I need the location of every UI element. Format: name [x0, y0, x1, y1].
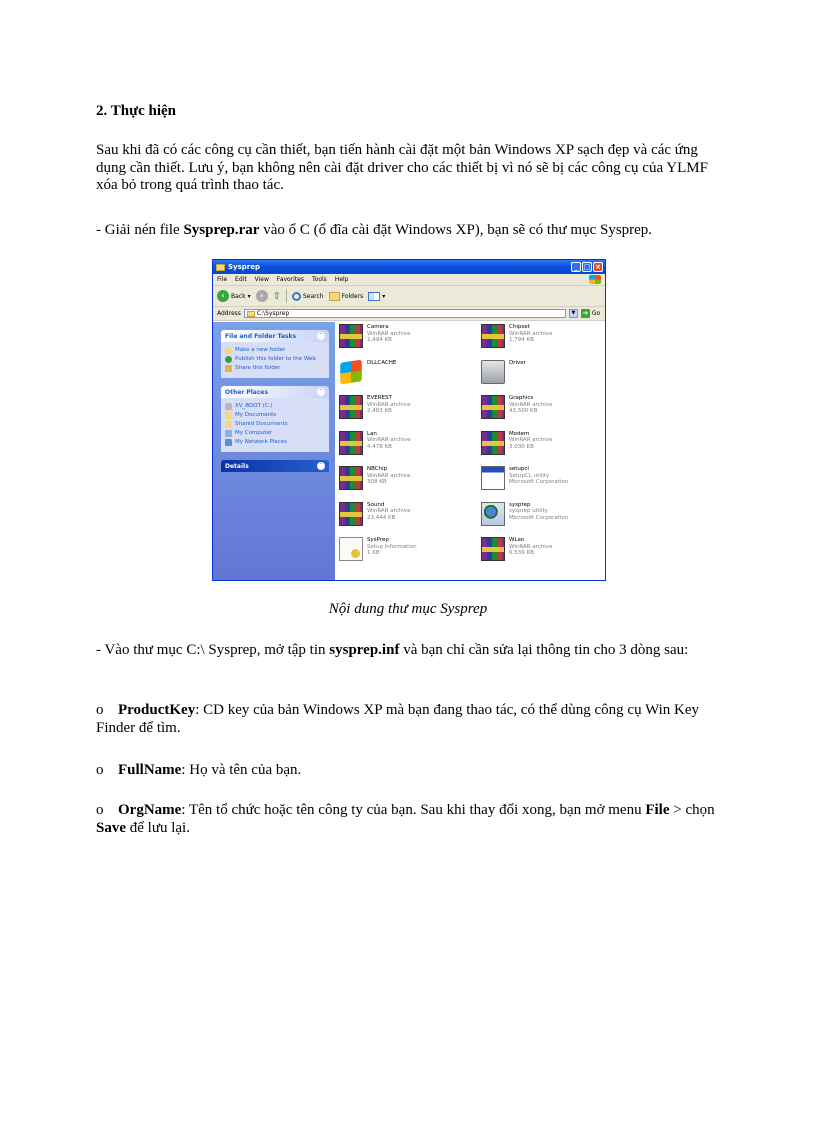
file-item[interactable] [481, 360, 526, 390]
file-text [509, 324, 552, 344]
menu-edit[interactable]: Edit [235, 276, 247, 283]
menu-view[interactable]: View [254, 276, 269, 283]
file-size: 2,483 KB [367, 408, 392, 414]
file-type: WinRAR archive [367, 508, 411, 514]
file-item[interactable] [339, 360, 396, 390]
search-icon [292, 292, 301, 301]
search-button[interactable] [292, 292, 324, 301]
file-type: WinRAR archive [509, 401, 553, 408]
file-name: Camera [367, 324, 389, 330]
dll-file-icon [340, 359, 362, 384]
orgname-term: OrgName [118, 802, 182, 818]
task-pane [213, 322, 335, 580]
productkey-desc: : CD key của bản Windows XP mà bạn đang thao tác, có thể dùng công cụ Win Key Finder để tìm. [96, 702, 700, 736]
file-item[interactable] [481, 466, 568, 496]
file-text [509, 537, 552, 557]
file-name: Driver [509, 359, 526, 366]
place-my-computer[interactable]: My Computer [225, 430, 325, 437]
file-type: WinRAR archive [367, 437, 411, 443]
dropdown-icon: ▾ [382, 292, 386, 300]
file-name: WLan [509, 537, 525, 543]
computer-icon [225, 430, 232, 437]
file-size: 43,500 KB [509, 408, 538, 414]
file-text [367, 395, 410, 415]
bullet-orgname [96, 802, 722, 837]
rar-file-icon [339, 466, 363, 490]
edit-text-post: và bạn chỉ cần sửa lại thông tin cho 3 dòng sau: [399, 642, 689, 658]
file-size: 6,539 KB [509, 550, 534, 556]
forward-button[interactable]: › [256, 290, 268, 302]
windows-logo-icon [589, 275, 601, 284]
file-item[interactable] [481, 537, 552, 567]
details-header[interactable] [221, 460, 329, 472]
file-size: 23,444 KB [367, 514, 396, 521]
rar-file-icon [481, 431, 505, 455]
extract-text-pre: - Giải nén file [96, 222, 184, 238]
address-dropdown-icon[interactable]: ▼ [569, 309, 578, 318]
file-item[interactable] [481, 324, 552, 354]
network-icon [225, 439, 232, 446]
file-menu-term: File [645, 802, 670, 818]
file-text [509, 431, 552, 451]
new-folder-icon [225, 347, 232, 354]
file-name: NBChip [367, 466, 388, 472]
orgname-desc-3: để lưu lại. [126, 819, 190, 836]
file-item[interactable] [339, 502, 410, 532]
close-icon[interactable]: × [593, 262, 603, 272]
file-size: 1,794 KB [509, 337, 534, 343]
rar-file-icon [339, 324, 363, 348]
file-text [509, 466, 568, 486]
figure-caption: Nội dung thư mục Sysprep [328, 601, 488, 617]
rar-file-icon [481, 324, 505, 348]
folders-icon [329, 292, 340, 301]
bullet-marker: o [96, 802, 104, 818]
file-folder-tasks-header[interactable] [221, 330, 329, 342]
file-size: 1 KB [367, 550, 380, 556]
explorer-screenshot [212, 259, 606, 581]
address-input[interactable] [244, 309, 566, 318]
rar-file-icon [481, 395, 505, 419]
place-my-documents[interactable]: My Documents [225, 412, 325, 419]
bullet-marker: o [96, 762, 104, 778]
file-size: 4,478 KB [367, 443, 392, 450]
edit-text-pre: - Vào thư mục C:\ Sysprep, mở tập tin [96, 642, 330, 658]
rar-file-icon [339, 502, 363, 526]
place-network[interactable]: My Network Places [225, 439, 325, 446]
folders-button[interactable] [329, 292, 364, 301]
file-item[interactable] [481, 502, 568, 532]
orgname-desc-2: > chọn [669, 802, 715, 818]
task-share-folder[interactable]: Share this folder [225, 365, 325, 372]
file-text [367, 537, 417, 557]
file-item[interactable] [481, 395, 552, 425]
orgname-desc: : Tên tổ chức hoặc tên công ty của bạn. Sau khi thay đổi xong, bạn mở menu [181, 802, 646, 818]
rar-file-icon [339, 431, 363, 455]
expand-icon: ˅ [317, 462, 325, 470]
collapse-icon: ˄ [317, 388, 325, 396]
file-text [367, 324, 410, 344]
extract-instruction [96, 222, 722, 240]
file-item[interactable] [339, 466, 410, 496]
fullname-desc: : Họ và tên của bạn. [181, 762, 302, 778]
menu-bar [213, 274, 605, 286]
file-type: WinRAR archive [367, 330, 411, 337]
views-button[interactable] [368, 292, 385, 301]
bullet-marker: o [96, 702, 104, 718]
bullet-fullname [96, 762, 722, 780]
file-size: Microsoft Corporation [509, 479, 569, 485]
rar-file-icon [481, 537, 505, 561]
save-term: Save [96, 819, 126, 836]
sysprep-inf-filename: sysprep.inf [329, 642, 400, 658]
file-item[interactable] [339, 324, 410, 354]
file-type: WinRAR archive [367, 472, 411, 479]
search-label: Search [302, 292, 324, 300]
file-text [367, 502, 410, 522]
minimize-icon[interactable]: _ [571, 262, 581, 272]
file-name: SysPrep [367, 537, 389, 543]
folders-label: Folders [341, 292, 364, 300]
menu-favorites[interactable]: Favorites [276, 276, 305, 283]
productkey-term: ProductKey [118, 702, 196, 718]
file-item[interactable] [339, 537, 417, 567]
folder-icon [216, 264, 225, 271]
file-name: setupcl [509, 466, 529, 472]
back-arrow-icon: ‹ [217, 290, 229, 302]
collapse-icon: ˄ [317, 332, 325, 340]
menu-help[interactable]: Help [334, 276, 349, 283]
file-text [367, 431, 410, 451]
drv-file-icon [481, 360, 505, 384]
file-type: WinRAR archive [367, 401, 411, 408]
file-type: Setup Information [367, 543, 417, 550]
menu-tools[interactable]: Tools [312, 276, 327, 283]
documents-icon [225, 412, 232, 419]
file-size: Microsoft Corporation [509, 514, 569, 521]
maximize-icon[interactable]: □ [583, 263, 591, 271]
sysprep-rar-filename: Sysprep.rar [183, 222, 260, 238]
file-item[interactable] [339, 431, 410, 461]
task-new-folder[interactable]: Make a new folder [225, 347, 325, 354]
file-type: WinRAR archive [509, 543, 553, 550]
file-size: 1,494 KB [367, 337, 392, 343]
back-button[interactable] [217, 290, 251, 302]
go-label: Go [591, 310, 601, 317]
file-name: Graphics [509, 395, 534, 401]
file-name: Chipset [509, 324, 530, 330]
address-value: C:\Sysprep [256, 310, 290, 317]
bullet-productkey [96, 702, 722, 737]
file-list [335, 322, 605, 580]
file-folder-tasks-panel [221, 330, 329, 378]
file-text [367, 360, 396, 367]
menu-file[interactable]: File [217, 276, 228, 283]
file-type: WinRAR archive [509, 330, 553, 337]
inf-file-icon [339, 537, 363, 561]
other-places-panel [221, 386, 329, 452]
section-heading: 2. Thực hiện [96, 103, 176, 119]
explorer-body [213, 322, 605, 580]
extract-text-post: vào ổ C (ổ đĩa cài đặt Windows XP), bạn sẽ có thư mục Sysprep. [259, 222, 653, 238]
up-folder-icon[interactable]: ⇧ [272, 290, 281, 302]
folder-icon [225, 421, 232, 428]
file-name: Sound [367, 501, 385, 508]
place-drive-c[interactable]: XV_BOOT (C:) [225, 403, 325, 410]
globe-icon [225, 356, 232, 363]
other-places-title: Other Places [225, 388, 269, 396]
views-icon [368, 292, 380, 301]
file-type: sysprep utility [509, 508, 548, 514]
edit-instruction [96, 642, 722, 660]
address-bar [213, 307, 605, 321]
exe-file-icon [481, 466, 505, 490]
other-places-header[interactable] [221, 386, 329, 398]
file-type: SetupCL utility [509, 472, 550, 479]
file-type: WinRAR archive [509, 437, 553, 443]
file-size: 3,030 KB [509, 443, 534, 450]
folder-icon [247, 311, 255, 317]
file-text [509, 360, 526, 367]
share-icon [225, 365, 232, 372]
dropdown-icon: ▾ [247, 292, 251, 300]
details-title: Details [225, 462, 249, 470]
address-label: Address [217, 310, 241, 317]
file-item[interactable] [481, 431, 552, 461]
fullname-term: FullName [118, 762, 182, 778]
rar-file-icon [339, 395, 363, 419]
file-name: Lan [367, 430, 377, 437]
file-item[interactable] [339, 395, 410, 425]
file-text [509, 395, 552, 415]
file-name: DLLCACHE [367, 359, 397, 366]
file-size: 308 KB [367, 479, 387, 485]
file-name: Modem [509, 430, 530, 437]
toolbar [213, 286, 605, 307]
intro-paragraph: Sau khi đã có các công cụ cần thiết, bạn tiến hành cài đặt một bản Windows XP sạch đẹp và các ứng dụng cần thiết. Lưu ý, bạn không nên cài đặt driver cho các thiết bị vì nó sẽ bị các công cụ của YLMF xóa bỏ trong quá trình thao tác. [96, 142, 708, 193]
window-titlebar [213, 260, 605, 274]
window-title: Sysprep [228, 263, 260, 271]
file-folder-tasks-title: File and Folder Tasks [225, 332, 297, 340]
sysp-file-icon [481, 502, 505, 526]
file-text [367, 466, 410, 486]
drive-icon [225, 403, 232, 410]
task-publish-web[interactable]: Publish this folder to the Web [225, 356, 325, 363]
back-label: Back [231, 292, 246, 300]
details-panel [221, 460, 329, 472]
file-name: sysprep [509, 501, 531, 508]
toolbar-separator [286, 289, 287, 303]
go-arrow-icon: ➔ [582, 309, 589, 317]
file-text [509, 502, 568, 522]
file-name: EVEREST [367, 395, 392, 401]
place-shared-documents[interactable]: Shared Documents [225, 421, 325, 428]
go-button[interactable] [581, 309, 600, 318]
